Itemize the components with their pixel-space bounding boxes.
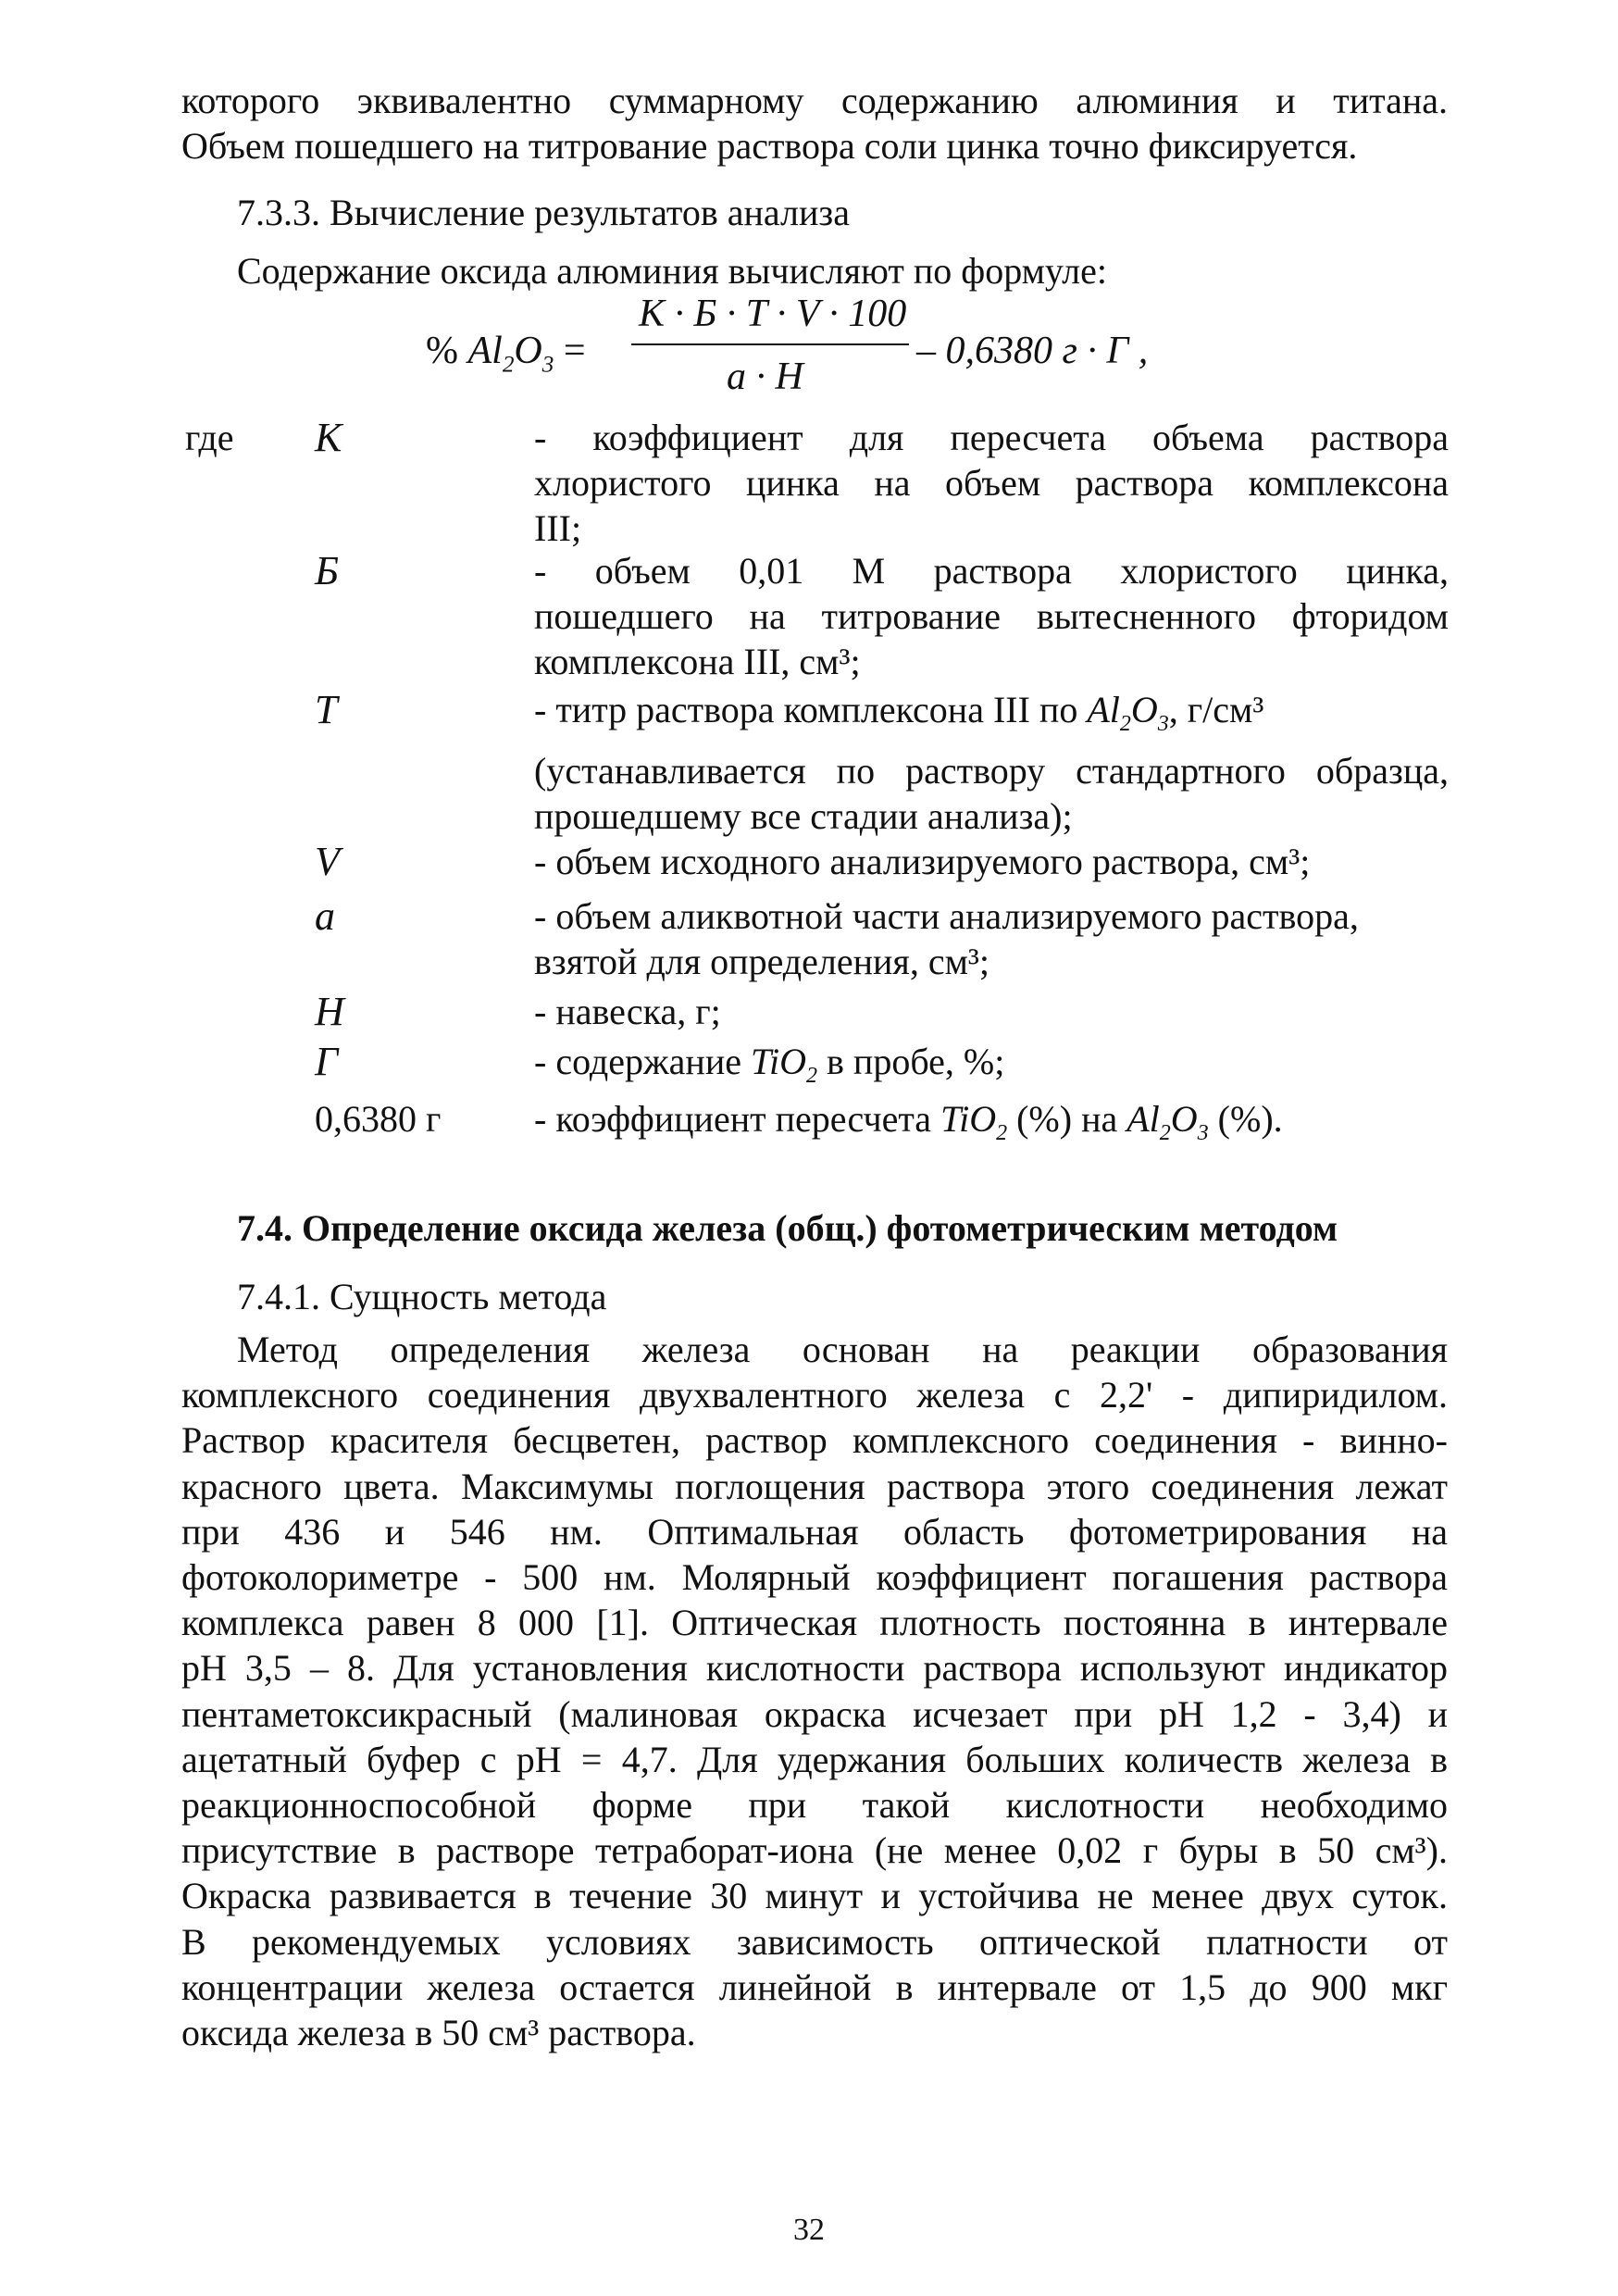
var-symbol: T xyxy=(315,687,338,732)
var-symbol: V xyxy=(315,839,340,884)
paragraph-line: ацетатный буфер с pH = 4,7. Для удержания больших количеств железа в xyxy=(181,1739,1448,1780)
paragraph-line: Объем пошедшего на титрование раствора соли цинка точно фиксируется. xyxy=(181,125,1358,167)
paragraph-line: Окраска развивается в течение 30 минут и устойчива не менее двух суток. xyxy=(181,1875,1448,1916)
paragraph-line: при 436 и 546 нм. Оптимальная область фотометрирования на xyxy=(181,1511,1448,1553)
paragraph-line: комплекса равен 8 000 [1]. Оптическая плотность постоянна в интервале xyxy=(181,1602,1448,1643)
chem-tio2: TiO$_2$ xyxy=(940,1098,1008,1145)
chem-al2o3: $Al_2O_3$ xyxy=(1126,1098,1209,1145)
chem-o: O xyxy=(514,330,542,372)
var-desc-line: взятой для определения, см³; xyxy=(534,941,989,982)
paragraph-line: фотоколориметре - 500 нм. Молярный коэффициент погашения раствора xyxy=(181,1556,1448,1598)
var-symbol: K xyxy=(315,415,342,460)
var-desc-line: - объем 0,01 М раствора хлористого цинка, xyxy=(534,550,1449,592)
desc-text: (%). xyxy=(1208,1098,1283,1140)
var-desc-line xyxy=(534,687,1449,747)
var-symbol: 0,6380 г xyxy=(315,1098,442,1140)
paragraph-line: которого эквивалентно суммарному содержанию алюминия и титана. xyxy=(181,80,1448,121)
paragraph-line: оксида железа в 50 см³ раствора. xyxy=(181,2012,696,2053)
paragraph-line: В рекомендуемых условиях зависимость оптической платности от xyxy=(181,1921,1448,1963)
chem-al: Al xyxy=(467,330,503,372)
desc-text: - коэффициент пересчета xyxy=(534,1098,941,1140)
paragraph-line: реакционноспособной форме при такой кислотности необходимо xyxy=(181,1784,1448,1826)
section-number: 7.4.1. xyxy=(237,1276,320,1317)
chem-sub: 3 xyxy=(541,352,554,378)
chem-sub: 2 xyxy=(502,352,515,378)
section-number: 7.3.3. xyxy=(237,192,320,233)
section-title: Вычисление результатов анализа xyxy=(330,192,850,233)
var-desc-line xyxy=(534,1039,1449,1099)
paragraph-line: комплексного соединения двухвалентного железа с 2,2' - дипиридилом. xyxy=(181,1374,1448,1416)
var-desc-line: - объем аликвотной части анализируемого раствора, xyxy=(534,895,1359,937)
var-desc-line: III; xyxy=(534,507,582,549)
percent-sign: % xyxy=(426,330,468,372)
paragraph-line: Раствор красителя бесцветен, раствор комплексного соединения - винно- xyxy=(181,1419,1448,1461)
page-number: 32 xyxy=(793,2213,825,2247)
desc-text: (%) на xyxy=(1007,1098,1127,1140)
desc-text: - содержание xyxy=(534,1041,751,1082)
var-desc-line: пошедшего на титрование вытесненного фторидом xyxy=(534,595,1449,637)
fraction-bar xyxy=(631,343,909,345)
chem-tio2: TiO$_2$ xyxy=(750,1041,818,1088)
var-symbol: Б xyxy=(315,548,339,593)
paragraph-line: Метод определения железа основан на реакции образования xyxy=(237,1329,1448,1370)
var-desc-line: комплексона III, см³; xyxy=(534,641,861,682)
var-desc-line: - навеска, г; xyxy=(534,991,721,1032)
var-desc-line: - коэффициент для пересчета объема раствора xyxy=(534,417,1449,458)
paragraph-line: присутствие в растворе тетраборат-иона (не менее 0,02 г буры в 50 см³). xyxy=(181,1829,1448,1871)
formula-denominator: a · H xyxy=(727,356,803,398)
var-desc-line: (устанавливается по раствору стандартного образца, xyxy=(534,750,1449,792)
section-heading-7-3-3 xyxy=(237,190,850,235)
formula-rhs: – 0,6380 г · Г , xyxy=(916,330,1149,372)
equals-sign: = xyxy=(554,330,586,372)
desc-text: - титр раствора комплексона III по xyxy=(534,689,1088,730)
var-symbol: a xyxy=(315,893,335,939)
paragraph-line: красного цвета. Максимумы поглощения раствора этого соединения лежат xyxy=(181,1466,1448,1507)
var-desc-line: хлористого цинка на объем раствора комплексона xyxy=(534,462,1449,504)
chem-al2o3: $Al_2O_3$ xyxy=(1087,689,1169,736)
paragraph-line: концентрации железа остается линейной в интервале от 1,5 до 900 мкг xyxy=(181,1966,1448,2008)
paragraph-line: пентаметоксикрасный (малиновая окраска исчезает при pH 1,2 - 3,4) и xyxy=(181,1693,1448,1735)
section-title: Сущность метода xyxy=(330,1276,607,1317)
var-desc-line: - объем исходного анализируемого раствора, см³; xyxy=(534,841,1311,882)
section-heading-7-4: 7.4. Определение оксида железа (общ.) фотометрическим методом xyxy=(237,1207,1338,1249)
desc-text: , г/см³ xyxy=(1168,689,1264,730)
var-desc-line: прошедшему все стадии анализа); xyxy=(534,795,1073,837)
var-symbol: Г xyxy=(315,1039,339,1084)
var-desc-line xyxy=(534,1096,1449,1156)
var-symbol: H xyxy=(315,989,344,1034)
paragraph-line: pH 3,5 – 8. Для установления кислотности раствора используют индикатор xyxy=(181,1647,1448,1689)
formula-intro: Содержание оксида алюминия вычисляют по формуле: xyxy=(237,250,1107,292)
where-label: где xyxy=(185,417,234,458)
desc-text: в пробе, %; xyxy=(817,1041,1005,1082)
formula-numerator: K · Б · T · V · 100 xyxy=(639,293,907,335)
section-heading-7-4-1 xyxy=(237,1274,606,1319)
formula-lhs xyxy=(426,329,586,378)
